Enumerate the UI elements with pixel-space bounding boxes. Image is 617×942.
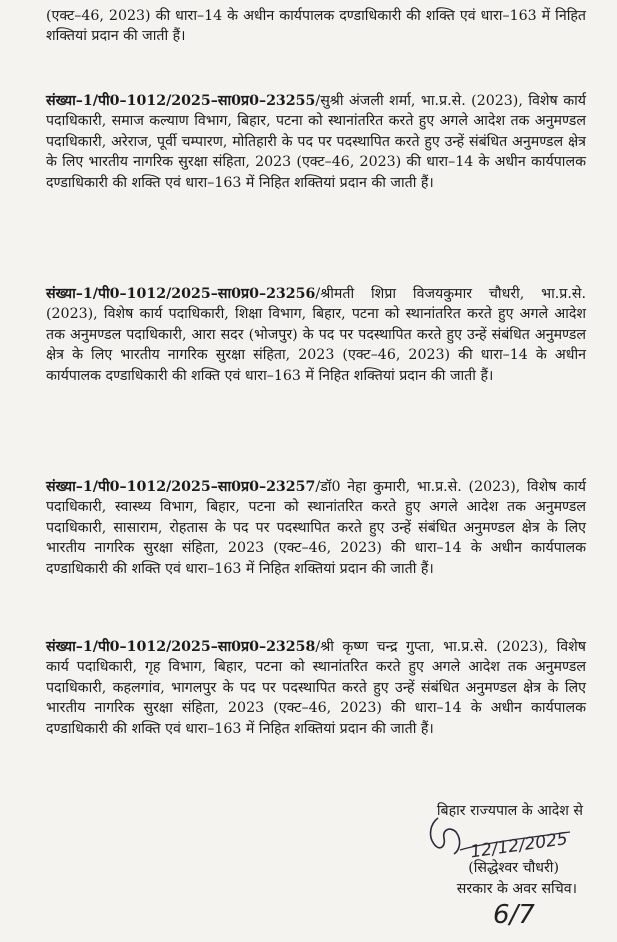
- paragraph-text: /सुश्री अंजली शर्मा, भा.प्र.से. (2023), विशेष कार्य पदाधिकारी, समाज कल्याण विभाग, बिहार, पटना को स्थानांतरित करते हुए अगले आदेश तक अनुमण्डल पदाधिकारी, अरेराज, पूर्वी चम्पारण, मोतिहारी के पद पर पदस्थापित करते हुए उन्हें संबंधित अनुमण्डल क्षेत्र के लिए भारतीय नागरिक सुरक्षा संहिता, 2023 (एक्ट–46, 2023) की धारा–14 के अधीन कार्यपालक दण्डाधिकारी की शक्ति एवं धारा–163 में निहित शक्तियां प्रदान की जाती हैं।: [46, 93, 586, 191]
- order-line: बिहार राज्यपाल के आदेश से: [436, 803, 583, 819]
- page-number: 6/7: [493, 900, 535, 930]
- paragraph-order-23255: [46, 91, 586, 193]
- paragraph-continuation: [46, 6, 586, 47]
- handwritten-date: 12/12/2025: [469, 829, 569, 863]
- order-number: संख्या–1/पी0–1012/2025–सा0प्र0–23257: [46, 479, 316, 495]
- paragraph-text: /श्री कृष्ण चन्द्र गुप्ता, भा.प्र.से. (2023), विशेष कार्य पदाधिकारी, गृह विभाग, बिहार, पटना को स्थानांतरित करते हुए अगले आदेश तक अनुमण्डल पदाधिकारी, कहलगांव, भागलपुर के पद पर पदस्थापित करते हुए उन्हें संबंधित अनुमण्डल क्षेत्र के लिए भारतीय नागरिक सुरक्षा संहिता, 2023 (एक्ट–46, 2023) की धारा–14 के अधीन कार्यपालक दण्डाधिकारी की शक्ति एवं धारा–163 में निहित शक्तियां प्रदान की जाती हैं।: [46, 639, 586, 737]
- order-number: संख्या–1/पी0–1012/2025–सा0प्र0–23258: [46, 639, 316, 655]
- signatory-name: (सिद्धेश्वर चौधरी): [468, 860, 559, 876]
- signatory-designation: सरकार के अवर सचिव।: [456, 881, 577, 897]
- order-number: संख्या–1/पी0–1012/2025–सा0प्र0–23255: [46, 93, 316, 109]
- paragraph-text: /डॉ0 नेहा कुमारी, भा.प्र.से. (2023), विशेष कार्य पदाधिकारी, स्वास्थ्य विभाग, बिहार, पटना को स्थानांतरित करते हुए अगले आदेश तक अनुमण्डल पदाधिकारी, सासाराम, रोहतास के पद पर पदस्थापित करते हुए उन्हें संबंधित अनुमण्डल क्षेत्र के लिए भारतीय नागरिक सुरक्षा संहिता, 2023 (एक्ट–46, 2023) की धारा–14 के अधीन कार्यपालक दण्डाधिकारी की शक्ति एवं धारा–163 में निहित शक्तियां प्रदान की जाती हैं।: [46, 479, 586, 577]
- paragraph-order-23258: [46, 637, 586, 739]
- paragraph-order-23257: [46, 477, 586, 579]
- paragraph-text: (एक्ट–46, 2023) की धारा–14 के अधीन कार्यपालक दण्डाधिकारी की शक्ति एवं धारा–163 में निहित शक्तियां प्रदान की जाती हैं।: [46, 8, 586, 45]
- paragraph-order-23256: [46, 284, 586, 386]
- order-number: संख्या–1/पी0–1012/2025–सा0प्र0–23256: [46, 286, 316, 302]
- paragraph-text: /श्रीमती शिप्रा विजयकुमार चौधरी, भा.प्र.से. (2023), विशेष कार्य पदाधिकारी, शिक्षा विभाग, बिहार, पटना को स्थानांतरित करते हुए अगले आदेश तक अनुमण्डल पदाधिकारी, आरा सदर (भोजपुर) के पद पर पदस्थापित करते हुए उन्हें संबंधित अनुमण्डल क्षेत्र के लिए भारतीय नागरिक सुरक्षा संहिता, 2023 (एक्ट–46, 2023) की धारा–14 के अधीन कार्यपालक दण्डाधिकारी की शक्ति एवं धारा–163 में निहित शक्तियां प्रदान की जाती हैं।: [46, 286, 586, 384]
